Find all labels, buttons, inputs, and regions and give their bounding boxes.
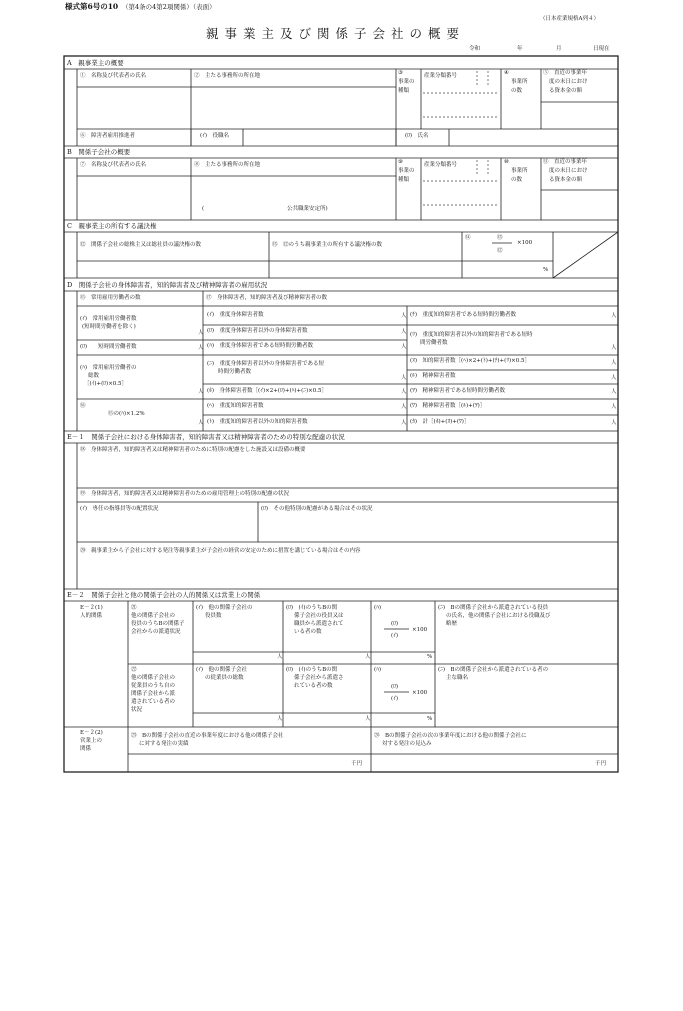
label-c22-ni-2: 主な職名 <box>446 675 469 681</box>
unit-person: 人 <box>611 360 617 366</box>
label-subsidiary-office: ⑧ 主たる事務所の所在地 <box>194 162 261 168</box>
standard-note: （日本産業規格A列４） <box>540 16 599 22</box>
label-c21-ro-3: 職員から派遣されて <box>294 621 344 627</box>
label-business-type-2: 種類 <box>398 88 410 94</box>
percent-unit: % <box>543 267 549 273</box>
label-e21: E－２(1) <box>80 605 103 611</box>
label-business-type: 事業の <box>398 79 415 85</box>
section-a-heading: A 親事業主の概要 <box>67 59 124 67</box>
label-sub-offices-num: ⑩ <box>504 159 509 165</box>
label-c21: 他の関係子会社の <box>131 613 176 619</box>
unit-person: 人 <box>365 716 371 722</box>
label-total-workers-2: 総数 <box>88 373 100 379</box>
section-c-heading: C 親事業主の所有する議決権 <box>67 222 157 230</box>
label-regular-workers: ⑮ 常用雇用労働者の数 <box>80 295 141 301</box>
unit-person: 人 <box>401 344 407 350</box>
label-c21-ro-2: 係子会社の役員又は <box>294 613 344 619</box>
label-severe-physical: (ｲ) 重度身体障害者数 <box>207 312 264 318</box>
label-c21-ro-4: いる者の数 <box>294 629 322 635</box>
label-capital-3: る資本金の額 <box>549 88 583 94</box>
unit-person: 人 <box>611 420 617 426</box>
unit-person: 人 <box>198 420 204 426</box>
section-b-heading: B 関係子会社の概要 <box>67 148 131 156</box>
form-note: （第4条の4第2項関係）（表面） <box>122 3 216 11</box>
label-other-considerations: (ﾛ) その他特別の配慮がある場合はその状況 <box>261 506 373 512</box>
label-sub-offices: 事業所 <box>511 168 528 174</box>
label-offices-2: の数 <box>511 88 523 94</box>
unit-thousand-yen: 千円 <box>351 761 363 767</box>
label-business-relations: 営業上の <box>80 738 103 744</box>
label-offices-num: ④ <box>504 70 509 76</box>
section-d-heading: D 関係子会社の身体障害者，知的障害者及び精神障害者の雇用状況 <box>67 281 268 289</box>
unit-person: 人 <box>401 389 407 395</box>
label-offices: 事業所 <box>511 79 528 85</box>
label-physical-other-part-time: (ﾆ) 重度身体障害者以外の身体障害者である短 <box>207 361 325 367</box>
unit-person: 人 <box>277 654 283 660</box>
label-instructors: (ｲ) 専任の指導員等の配置状況 <box>80 506 159 512</box>
label-c22-ro-3: れている者の数 <box>294 683 333 689</box>
label-intellectual-other-part-time: (ﾘ) 重度知的障害者以外の知的障害者である短時 <box>410 332 533 338</box>
label-disabled-counts: ⑰ 身体障害者，知的障害者及び精神障害者の数 <box>206 295 328 301</box>
label-c21-num: ㉑ <box>131 605 137 611</box>
label-sub-capital-2: 度の末日におけ <box>549 168 588 174</box>
section-e1-heading: E－１ 関係子会社における身体障害者，知的障害者又は精神障害者のための特別な配慮の状況 <box>67 433 345 441</box>
label-c21-i-2: 役員数 <box>205 613 222 619</box>
label-c21-ni: (ﾆ) Bの関係子会社から派遣されている役員 <box>438 605 549 611</box>
label-employment-office: 公共職業安定所) <box>287 206 328 212</box>
unit-person: 人 <box>611 404 617 410</box>
label-c21-ha: (ﾊ) <box>374 605 382 611</box>
label-c22-ni: (ﾆ) Bの関係子会社から派遣されている者の <box>438 667 549 673</box>
label-personal-relations: 人的関係 <box>80 613 103 619</box>
label-orders-forecast-2: 対する発注の見込み <box>382 741 432 747</box>
label-physical-other: (ﾛ) 重度身体障害者以外の身体障害者数 <box>207 328 308 334</box>
label-c22-ro-2: 係子会社から派遣さ <box>294 675 344 681</box>
label-business-relations-2: 関係 <box>80 746 92 752</box>
label-c21-2: 役員のうちBの関係子 <box>131 621 185 627</box>
label-c22-3: 関係子会社から派 <box>131 691 176 697</box>
label-c22-ro: (ﾛ) (ｲ)のうちBの関 <box>286 667 338 673</box>
label-parent-voting-rights: ⑬ ⑫のうち親事業主の所有する議決権の数 <box>272 242 383 248</box>
label-sub-capital: ⑪ 直近の事業年 <box>543 159 588 165</box>
percent-unit: % <box>427 654 433 660</box>
label-physical-other-part-time-2: 時間労働者数 <box>218 369 252 375</box>
label-sub-capital-3: る資本金の額 <box>549 177 583 183</box>
fraction-multiplier: ×100 <box>412 690 428 696</box>
label-orders-forecast: ㉔ Bの関係子会社の次の事業年度における他の関係子会社に <box>374 733 527 739</box>
unit-person: 人 <box>401 420 407 426</box>
unit-person: 人 <box>365 654 371 660</box>
label-sub-industry-code: 産業分類番号 <box>424 162 458 168</box>
fraction-num-ro: (ﾛ) <box>391 684 399 690</box>
label-c21-ro: (ﾛ) (ｲ)のうちBの関 <box>286 605 338 611</box>
label-sub-business-num: ⑨ <box>398 159 403 165</box>
date-era: 令和 <box>469 46 481 52</box>
label-severe-physical-part-time: (ﾊ) 重度身体障害者である短時間労働者数 <box>207 343 314 349</box>
label-employment-management: ⑲ 身体障害者，知的障害者又は精神障害者のための雇用管理上の特別の配慮の状況 <box>80 491 290 497</box>
label-voting-ratio: ⑭ <box>465 235 471 241</box>
unit-person: 人 <box>401 404 407 410</box>
label-c22-ha: (ﾊ) <box>374 667 382 673</box>
unit-person: 人 <box>611 345 617 351</box>
label-c21-i: (ｲ) 他の関係子会社の <box>196 605 253 611</box>
label-main-office: ② 主たる事務所の所在地 <box>194 73 261 79</box>
percent-unit: % <box>427 716 433 722</box>
label-quota-num: ⑯ <box>80 403 86 409</box>
label-quota: ⑮の(ﾊ)×1.2% <box>108 411 145 417</box>
fraction-denominator: ⑫ <box>497 248 503 254</box>
label-special-facilities: ⑱ 身体障害者，知的障害者又は精神障害者のために特別の配慮をした施設又は設備の概要 <box>80 447 306 453</box>
date-month: 月 <box>556 46 562 52</box>
label-c22-5: 状況 <box>131 707 143 713</box>
label-grand-total: (ｶ) 計［(ﾎ)+(ﾇ)+(ﾜ)］ <box>410 419 470 425</box>
unit-person: 人 <box>277 716 283 722</box>
unit-person: 人 <box>611 313 617 319</box>
form-number: 様式第6号の10 <box>65 2 119 11</box>
label-intellectual-total: (ﾇ) 知的障害者数［(ﾍ)×2+(ﾄ)+(ﾁ)+(ﾘ)×0.5］ <box>410 358 530 364</box>
fraction-den-i: (ｲ) <box>391 696 399 702</box>
unit-person: 人 <box>611 389 617 395</box>
label-c22-num: ㉒ <box>131 667 137 673</box>
label-c22: 他の関係子会社の <box>131 675 176 681</box>
date-day: 日現在 <box>593 46 610 52</box>
label-subsidiary-name: ⑦ 名称及び代表者の氏名 <box>80 162 147 168</box>
label-c21-ni-3: 略歴 <box>446 621 458 627</box>
label-c22-2: 従業員のうち自の <box>131 683 176 689</box>
label-employment-promoter: ⑥ 障害者雇用推進者 <box>80 133 136 139</box>
unit-person: 人 <box>198 345 204 351</box>
label-intellectual-other-part-time-2: 間労働者数 <box>420 340 448 346</box>
unit-person: 人 <box>401 329 407 335</box>
label-orders-actual-2: に対する発注の実績 <box>139 741 189 747</box>
label-severe-intellectual-part-time: (ﾁ) 重度知的障害者である短時間労働者数 <box>410 312 517 318</box>
unit-person: 人 <box>198 389 204 395</box>
label-c21-ni-2: の氏名，他の関係子会社における役職及び <box>446 613 551 619</box>
label-c22-i-2: の従業員の総数 <box>205 675 244 681</box>
fraction-num-ro: (ﾛ) <box>391 621 399 627</box>
label-total-workers: (ﾊ) 常用雇用労働者の <box>80 365 137 371</box>
label-sub-offices-2: の数 <box>511 177 523 183</box>
label-severe-intellectual: (ﾍ) 重度知的障害者数 <box>207 403 264 409</box>
label-intellectual-other: (ﾄ) 重度知的障害者以外の知的障害者数 <box>207 419 308 425</box>
label-physical-total: (ﾎ) 身体障害者数［(ｲ)×2+(ﾛ)+(ﾊ)+(ﾆ)×0.5］ <box>207 388 327 394</box>
fraction-multiplier: ×100 <box>412 627 428 633</box>
fraction-numerator: ⑬ <box>497 235 503 241</box>
label-total-workers-formula: ［(ｲ)+(ﾛ)×0.5］ <box>84 381 128 387</box>
label-job-title: (ｲ) 役職名 <box>200 133 230 139</box>
document-title: 親事業主及び関係子会社の概要 <box>206 26 466 41</box>
label-business-type-num: ③ <box>398 70 403 76</box>
unit-person: 人 <box>611 375 617 381</box>
unit-person: 人 <box>198 330 204 336</box>
label-regular-workers-i-note: (短時間労働者を除く) <box>82 324 136 330</box>
unit-person: 人 <box>401 313 407 319</box>
label-regular-workers-i: (ｲ) 常用雇用労働者数 <box>80 316 137 322</box>
label-c22-i: (ｲ) 他の関係子会社 <box>196 667 248 673</box>
label-c22-4: 遣されている者の <box>131 699 176 705</box>
unit-person: 人 <box>401 375 407 381</box>
label-mental-total: (ﾜ) 精神障害者数［(ﾙ)+(ｦ)］ <box>410 403 486 409</box>
date-year: 年 <box>517 46 523 52</box>
label-sub-business-2: 種類 <box>398 177 410 183</box>
label-capital: ⑤ 直近の事業年 <box>543 70 588 76</box>
label-industry-code: 産業分類番号 <box>424 73 458 79</box>
label-parent-measures: ⑳ 親事業主から子会社に対する発注等親事業主が子会社の経営の安定のために措置を講じている場合はその内容 <box>80 548 361 554</box>
fraction-multiplier: ×100 <box>517 240 533 246</box>
unit-thousand-yen: 千円 <box>595 761 607 767</box>
label-orders-actual: ㉓ Bの関係子会社の直近の事業年度における他の関係子会社 <box>131 733 284 739</box>
label-c21-3: 会社からの派遣状況 <box>131 629 181 635</box>
label-e22: E－２(2) <box>80 730 103 736</box>
label-part-time-workers: (ﾛ) 短時間労働者数 <box>80 344 137 350</box>
section-e2-heading: E－２ 関係子会社と他の関係子会社の人的関係又は営業上の関係 <box>67 591 261 599</box>
label-employment-office-open: ( <box>202 206 205 212</box>
label-total-voting-rights: ⑫ 関係子会社の総株主又は総社員の議決権の数 <box>80 242 202 248</box>
fraction-den-i: (ｲ) <box>391 633 399 639</box>
label-mental-part-time: (ｦ) 精神障害者である短時間労働者数 <box>410 388 506 394</box>
label-mental: (ﾙ) 精神障害者数 <box>410 373 456 379</box>
label-capital-2: 度の末日におけ <box>549 79 588 85</box>
label-name-representative: ① 名称及び代表者の氏名 <box>80 73 147 79</box>
label-sub-business: 事業の <box>398 168 415 174</box>
label-person-name: (ﾛ) 氏名 <box>405 133 429 139</box>
